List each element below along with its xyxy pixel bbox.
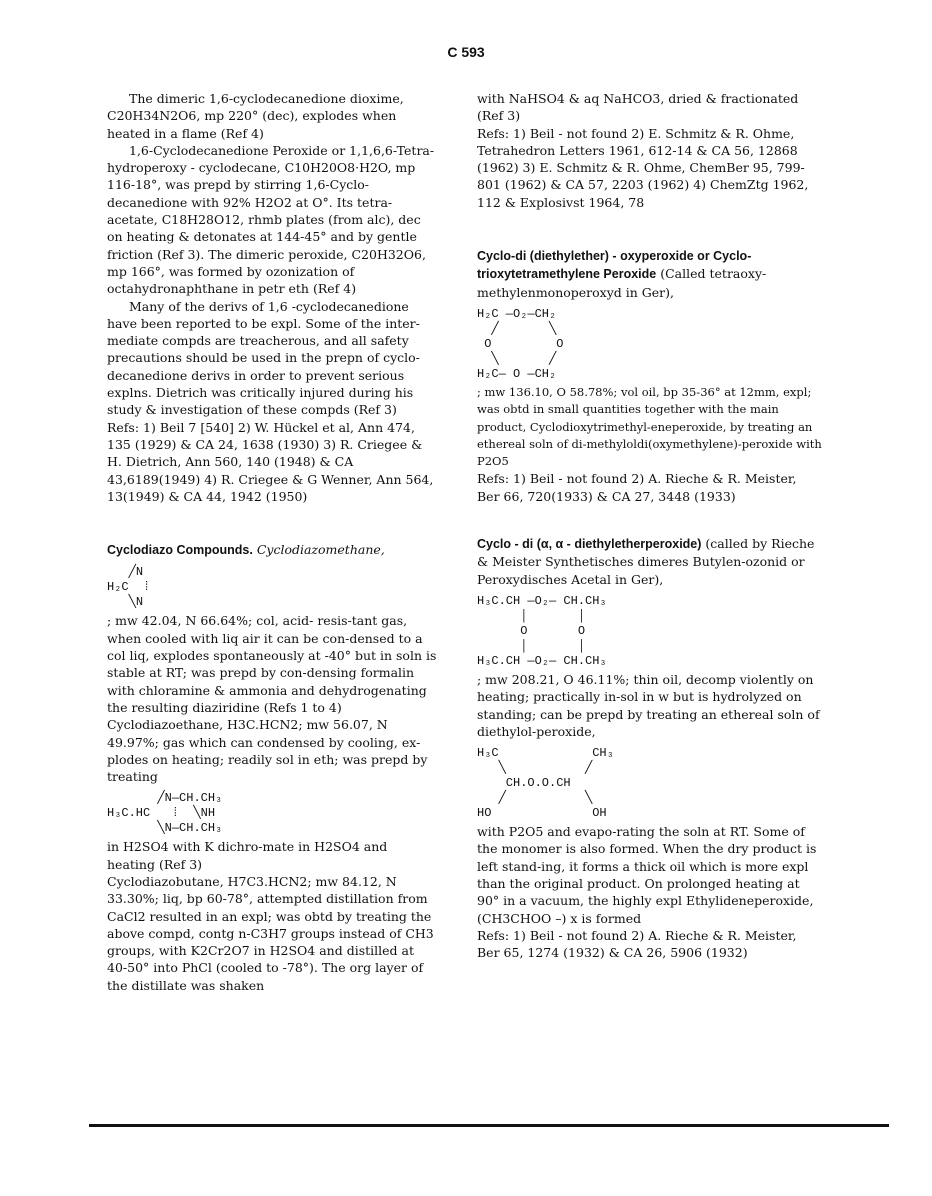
section-heading: Cyclodiazo Compounds. — [107, 543, 253, 558]
paragraph-cyclodecanedione-peroxide: 1,6-Cyclodecanedione Peroxide or 1,1,6,6-Tetra-hydroperoxy - cyclodecane, C10H20O8·H2O, mp 116-18°, was prepd by stirring 1,6-Cyclo-decanedione with 92% H2O2 at O°. Its tetra-acetate, C18H28O12, rhmb plates (from alc), dec on heating & detonates at 144-45° and by gentle friction (Ref 3). The dimeric peroxide, C20H32O6, mp 166°, was formed by ozonization of octahydronaphthane in petr eth (Ref 4) — [107, 142, 435, 297]
paragraph-safety-warning: Many of the derivs of 1,6 -cyclodecanedione have been reported to be expl. Some of the inter-mediate compds are treacherous, and all safety precautions should be used in the prepn of cyclo-decanedione derivs in order to prevent serious explns. Dietrich was critically injured during his study & investigation of these compds (Ref 3) — [107, 298, 420, 418]
structure-diaziridine: ╱N—CH.CH₃ H₃C.HC ⁞ ╲NH ╲N—CH.CH₃ — [107, 791, 223, 836]
section-heading: Cyclo-di (diethylether) - oxyperoxide or Cyclo-trioxytetramethylene Peroxide — [477, 249, 752, 282]
section-gap — [477, 211, 822, 247]
paragraph-dichromate: in H2SO4 with K dichro-mate in H2SO4 and heating (Ref 3) — [107, 839, 388, 872]
right-column — [477, 90, 822, 962]
paragraph-cyclodiazomethane: ; mw 42.04, N 66.64%; col, acid- resis-tant gas, when cooled with liq air it can be con-densed to a col liq, explodes spontaneously at -40° but in soln is stable at RT; was prepd by con-densing formalin with chloramine & ammonia and dehydrogenating the resulting diaziridine (Refs 1 to 4) — [107, 613, 437, 715]
left-column — [107, 90, 437, 994]
references-cyclotrioxy: Refs: 1) Beil - not found 2) A. Rieche & R. Meister, Ber 66, 720(1933) & CA 27, 3448 (1933) — [477, 471, 797, 504]
heading-tail: (called by Rieche & Meister Synthetisches dimeres Butylen-ozonid or Peroxydisches Acetal in Ger), — [477, 536, 815, 587]
section-cyclo-di-diethyletherperoxide — [477, 535, 822, 588]
references-cyclodecanedione: Refs: 1) Beil 7 [540] 2) W. Hückel et al, Ann 474, 135 (1929) & CA 24, 1638 (1930) 3) R. Criegee & H. Dietrich, Ann 560, 140 (1948) & CA 43,6189(1949) 4) R. Criegee & G Wenner, Ann 564, 13(1949) & CA 44, 1942 (1950) — [107, 419, 434, 504]
structure-dimeric-butylene-ozonide: H₃C.CH —O₂— CH.CH₃ │ │ O O │ │ H₃C.CH —O₂— CH.CH₃ — [477, 593, 607, 668]
section-gap — [107, 505, 437, 541]
section-cyclo-di-diethylether-oxyperoxide — [477, 247, 822, 301]
paragraph-continuation: with NaHSO4 & aq NaHCO3, dried & fractionated (Ref 3) — [477, 91, 799, 124]
paragraph-cyclodiazoethane: Cyclodiazoethane, H3C.HCN2; mw 56.07, N 49.97%; gas which can condensed by cooling, ex-plodes on heating; readily sol in eth; was prepd by treating — [107, 717, 428, 785]
section-gap — [477, 505, 822, 535]
section-cyclodiazo-compounds — [107, 541, 437, 559]
paragraph-diethyletherperoxide-properties: ; mw 208.21, O 46.11%; thin oil, decomp violently on heating; practically in-sol in w but is hydrolyzed on standing; can be prepd by treating an ethereal soln of diethylol-peroxide, — [477, 671, 820, 739]
structure-diethylol-peroxide: H₃C CH₃ ╲ ╱ CH.O.O.CH ╱ ╲ HO OH — [477, 746, 614, 821]
page-number-header: C 593 — [447, 44, 485, 60]
structure-cyclotrioxytetramethylene-peroxide: H₂C —O₂—CH₂ ╱ ╲ O O ╲ ╱ H₂C— O —CH₂ — [477, 306, 564, 381]
references-cyclodiazo: Refs: 1) Beil - not found 2) E. Schmitz & R. Ohme, Tetrahedron Letters 1961, 612-14 & CA 56, 12868 (1962) 3) E. Schmitz & R. Ohme, ChemBer 95, 799-801 (1962) & CA 57, 2203 (1962) 4) ChemZtg 1962, 112 & Explosivst 1964, 78 — [477, 125, 809, 210]
compound-name: Cyclodiazomethane, — [256, 542, 385, 558]
paragraph-p2o5-evaporation: with P2O5 and evapo-rating the soln at RT. Some of the monomer is also formed. When the dry product is left stand-ing, it forms a thick oil which is more expl than the original product. On prolonged heating at 90° in a vacuum, the highly expl Ethylideneperoxide, (CH3CHOO –) x is formed — [477, 824, 817, 926]
paragraph-dimeric-dioxime: The dimeric 1,6-cyclodecanedione dioxime, C20H34N2O6, mp 220° (dec), explodes when heated in a flame (Ref 4) — [107, 91, 404, 141]
heading-tail: (Called tetraoxy-methylenmonoperoxyd in Ger), — [477, 266, 767, 300]
references-diethyletherperoxide: Refs: 1) Beil - not found 2) A. Rieche & R. Meister, Ber 65, 1274 (1932) & CA 26, 5906 (1932) — [477, 927, 797, 961]
paragraph-cyclodiazobutane: Cyclodiazobutane, H7C3.HCN2; mw 84.12, N 33.30%; liq, bp 60-78°, attempted distillation from CaCl2 resulted in an expl; was obtd by treating the above compd, contg n-C3H7 groups instead of CH3 groups, with K2Cr2O7 in H2SO4 and distilled at 40-50° into PhCl (cooled to -78°). The org layer of the distillate was shaken — [107, 873, 434, 993]
section-heading: Cyclo - di (α, α - diethyletherperoxide) — [477, 537, 702, 552]
paragraph-cyclotrioxy-properties: ; mw 136.10, O 58.78%; vol oil, bp 35-36° at 12mm, expl; was obtd in small quantities together with the main product, Cyclodioxytrimethyl-eneperoxide, by treating an ethereal soln of di-methyloldi(oxymethylene)-peroxide with P2O5 — [477, 384, 822, 469]
footer-rule — [89, 1124, 889, 1127]
structure-cyclodiazomethane: ╱N H₂C ⁞ ╲N — [107, 565, 151, 610]
